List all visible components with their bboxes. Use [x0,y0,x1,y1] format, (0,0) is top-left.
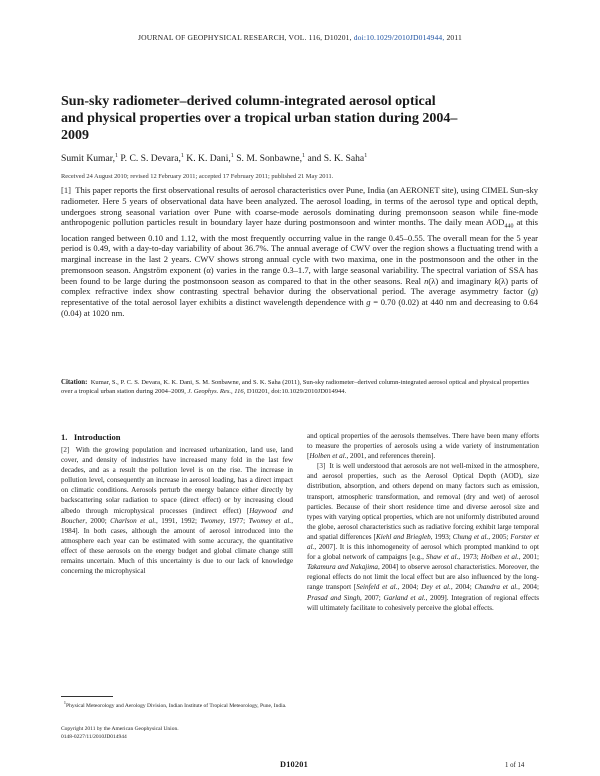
reference-author: Shaw et al. [426,553,459,562]
paragraph [307,461,539,612]
body-text: , 2000; [85,516,111,525]
paper-title: Sun-sky radiometer–derived column-integrated aerosol optical and physical properties over a tropical urban station during 2004–2009 [61,94,458,143]
body-text: , 1993; [430,532,453,541]
body-text: It is well understood that aerosols are not well-mixed in the atmosphere, and aerosol properties, such as the Aerosol Optical Depth (AOD), size distribution, absorption, and others depend on many factors such as emission, transport, atmospheric transformation, and removal (dry and wet) of aerosol particles. Because of their short residence time and diverse aerosol size and types with varying optical properties, which are not uniformly distributed around the globe, aerosol characteristics such as radiative forcing exhibit large temporal and spatial differences [ [307,462,539,541]
author: and S. K. Saha$^1$ [307,153,368,165]
author: S. M. Sonbawne,$^1$ [236,153,306,165]
paragraph-number: [2] [61,446,70,454]
author: Sumit Kumar,$^1$ [61,153,118,165]
body-text: , 1977; [223,516,249,525]
reference-author: Twomey [200,516,224,525]
citation-doi: D10201, doi:10.1029/2010JD014944. [246,388,347,396]
affiliation-footnote: $^1$Physical Meteorology and Aerology Division, Indian Institute of Tropical Meteorology, Pune, India. [63,700,287,709]
paragraph-number: [3] [317,462,326,471]
author: K. K. Dani,$^1$ [186,153,234,165]
received-dates: Received 24 August 2010; revised 12 February 2011; accepted 17 February 2011; published 21 May 2011. [61,173,334,180]
running-head [0,33,600,42]
journal-name: JOURNAL OF GEOPHYSICAL RESEARCH, VOL. 116, D10201, [138,33,352,42]
reference-author: Seinfeld et al. [356,583,398,592]
reference-author: Chandra et al. [474,583,519,592]
reference-author: Charlson et al. [110,516,157,525]
body-text: , 1973; [458,553,481,562]
section-heading: 1. Introduction [61,432,121,442]
reference-author: Kiehl and Briegleb [375,532,431,541]
body-text: With the growing population and increased urbanization, land use, land cover, and density of industries have increased many fold in the last few decades, and as a result the pollution level is on the rise. The increase in pollution level, consequently an increase in aerosol loading, has a direct impact on climatic conditions. Aerosols perturb the energy balance either directly by backscattering solar radiation to space (direct effect) or by increasing cloud albedo through microphysical processes (indirect effect) [ [61,446,293,515]
reference-author: Dey et al. [421,583,451,592]
body-text: , 2004; [397,583,422,592]
body-text: , 2009]. Integration of regional effects will ultimately facilitate to cohesively perceive the global effects. [307,593,539,612]
citation-block: Citation: Kumar, S., P. C. S. Devara, K. K. Dani, S. M. Sonbawne, and S. K. Saha (2011), Sun-sky radiometer–derived column-integrated aerosol optical and physical properties over a tropical urban station during 2004–2009, J. Geophys. Res., 116, D10201, doi:10.1029/2010JD014944. [61,379,530,396]
author: P. C. S. Devara,$^1$ [120,153,184,165]
reference-author: Twomey et al. [248,516,292,525]
body-text: , 2007]. It is this inhomogeneity of aerosol which prompted mankind to opt for a global network of campaigns [e.g., [307,543,539,562]
body-text: , 1991, 1992; [156,516,201,525]
body-text: , 2005; [488,532,511,541]
year: 2011 [446,33,462,42]
doi-link[interactable]: doi:10.1029/2010JD014944, [353,33,445,42]
body-text: , 2004] to observe aerosol characteristics. Moreover, the regional effects do not limit the local effect but are also influenced by the long-range transport [ [307,563,540,592]
reference-author: Garland et al. [383,593,426,602]
author-list [61,153,531,164]
body-text: , 1984]. In both cases, although the amount of aerosol introduced into the atmosphere each year can be estimated with some accuracy, the quantitative effect of these aerosols on the energy budget and global climate change still remains uncertain. Much of this uncertainty is due to our lack of knowledge concerning the microphysical [61,516,293,576]
reference-author: Forster et al. [307,532,539,552]
reference-author: Prasad and Singh [307,593,361,602]
body-text: and optical properties of the aerosols themselves. There have been many efforts to measure the properties of aerosols using a wide variety of instrumentation [ [307,432,539,461]
body-text: , 2007; [360,593,384,602]
reference-author: Haywood and Boucher [61,506,293,525]
body-text: , 2004; [450,583,475,592]
footnote-divider [61,696,113,697]
body-text: , 2001, and references therein]. [346,452,436,461]
paragraph-continuation [307,431,539,461]
body-column-left [61,445,293,576]
page-id: D10201 [280,760,308,769]
reference-author: Holben et al. [480,553,519,562]
citation-label: Citation: [61,379,88,386]
copyright-notice: Copyright 2011 by the American Geophysical Union. 0148-0227/11/2010JD014944 [61,726,179,740]
page-count: 1 of 14 [505,762,525,769]
reference-author: Holben et al. [309,452,347,461]
reference-author: Takamura and Nakajima [307,563,378,572]
paragraph-number: [1] [61,185,71,195]
abstract: [1] This paper reports the first observational results of aerosol characteristics over Pune, India (an AERONET site), using CIMEL Sun-sky radiometer. Here 5 years of observational data have been analyzed. The aerosol loading, in terms of the aerosol type and optical depth, undergoes strong seasonal variation over Pune with coarse-mode aerosols dominating during premonsoon season while fine-mode anthropogenic pollution particles result in boundary layer haze during postmonsoon and winter months. The daily mean $AOD_{440}$ at this location ranged between 0.10 and 1.12, with the most frequently occurring value in the range 0.45–0.55. The overall mean for the 5 year period is 0.49, with a day-to-day variability of about 36.7%. The annual average of CWV over the region shows a fluctuating trend with a marginal increase in the last 2 years. CWV shows strong annual cycle with two maxima, one in the postmonsoon and the other in the premonsoon season. Angström exponent (α) varies in the range 0.3–1.7, with large seasonal variability. The spectral variation of SSA has been found to be large during the postmonsoon season as compared to that in the other seasons. Real n(λ) and imaginary k(λ) parts of complex refractive index show contrasting spectral behavior during the observational period. The average asymmetry factor (g) representative of the total aerosol layer exhibits a distinct wavelength dependence with g = 0.70 (0.02) at 440 nm and decreasing to 0.64 (0.04) at 1020 nm. [61,185,538,318]
body-text: , 2001; [518,553,539,562]
body-text: , 2004; [518,583,539,592]
body-column-right [307,431,539,613]
reference-author: Chung et al. [452,532,489,541]
